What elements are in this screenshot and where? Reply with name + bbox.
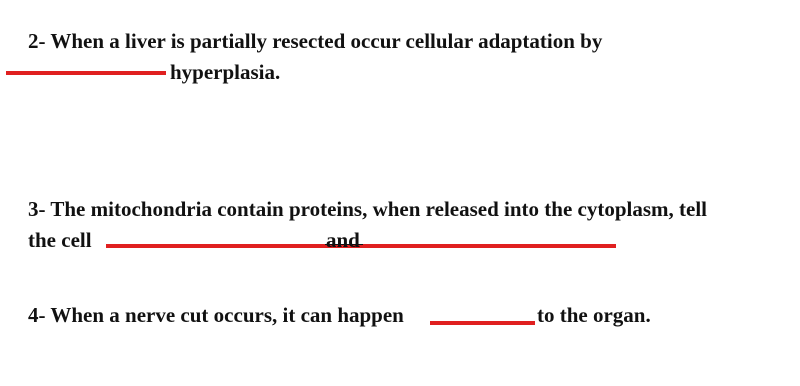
q2-line1: 2- When a liver is partially resected occur cellular adaptation by: [28, 29, 603, 53]
q2-answer-line[interactable]: [6, 71, 166, 75]
q3-line1: 3- The mitochondria contain proteins, when released into the cytoplasm, tell: [28, 197, 707, 221]
q4-end: to the organ.: [537, 303, 651, 327]
q3-line2-start: the cell: [28, 228, 92, 252]
q2-line2: hyperplasia.: [170, 60, 281, 84]
q3-line2-mid: and: [326, 228, 360, 252]
q4-answer-line[interactable]: [430, 321, 535, 325]
q4-start: 4- When a nerve cut occurs, it can happen: [28, 303, 404, 327]
